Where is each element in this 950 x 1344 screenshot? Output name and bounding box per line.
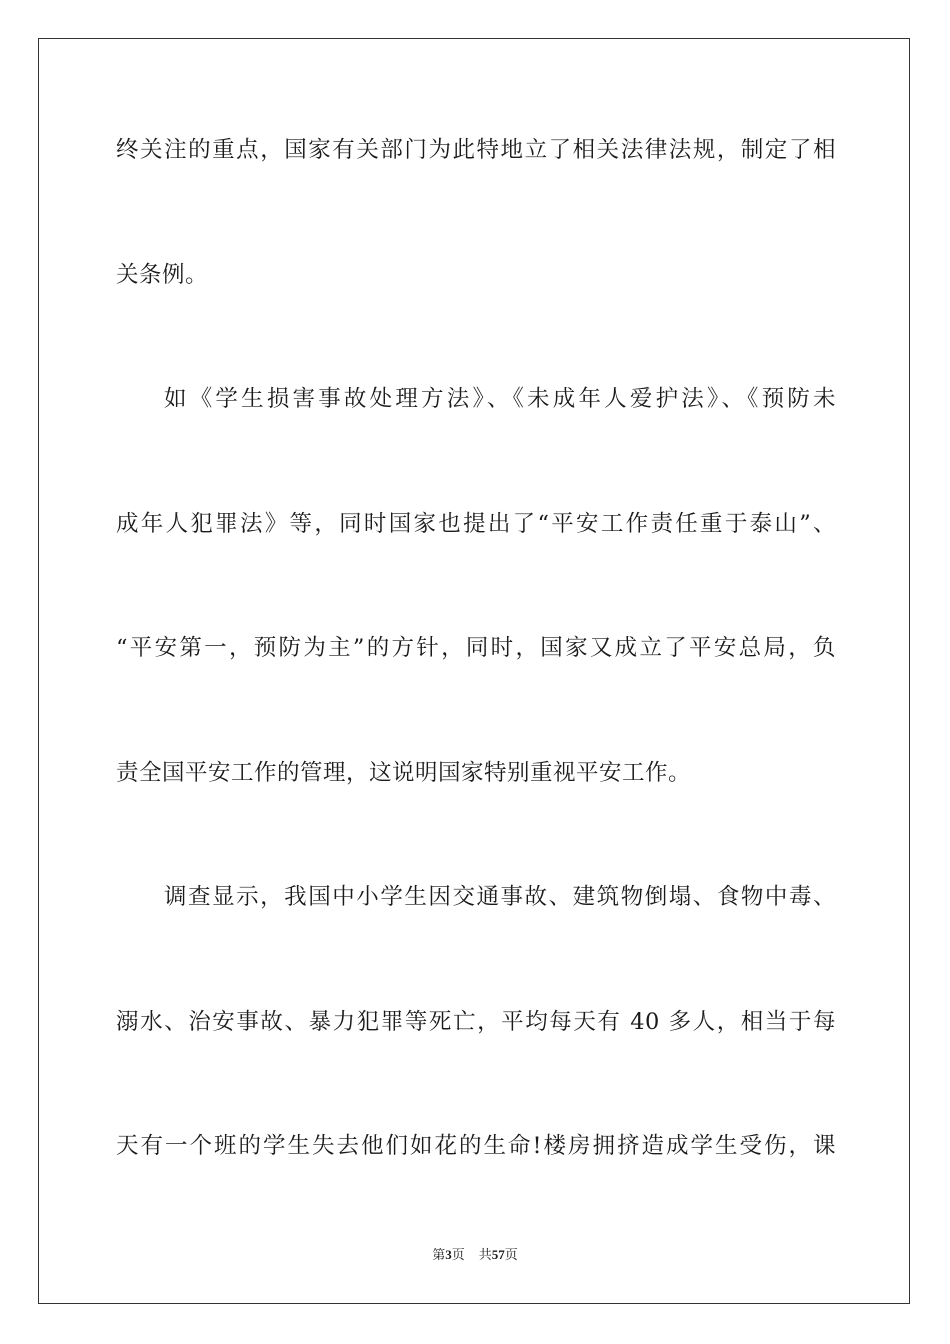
page-suffix: 页	[451, 1248, 465, 1263]
text-line-7: 调查显示，我国中小学生因交通事故、建筑物倒塌、食物中毒、	[164, 884, 836, 910]
text-line-4: 成年人犯罪法》等，同时国家也提出了“平安工作责任重于泰山”、	[116, 511, 836, 537]
page-prefix: 第	[432, 1248, 446, 1263]
total-prefix: 共	[478, 1248, 492, 1263]
text-line-1: 终关注的重点，国家有关部门为此特地立了相关法律法规，制定了相	[116, 137, 836, 163]
page-number: 3	[445, 1247, 452, 1262]
total-pages: 57	[491, 1247, 505, 1262]
text-line-9: 天有一个班的学生失去他们如花的生命!楼房拥挤造成学生受伤，课	[116, 1133, 836, 1159]
page-frame	[38, 38, 910, 1304]
text-line-2: 关条例。	[116, 262, 209, 288]
total-suffix: 页	[504, 1248, 518, 1263]
text-line-3: 如《学生损害事故处理方法》、《未成年人爱护法》、《预防未	[164, 386, 836, 412]
text-line-5: “平安第一，预防为主”的方针，同时，国家又成立了平安总局，负	[116, 635, 836, 661]
page-footer	[0, 1246, 950, 1265]
text-line-8: 溺水、治安事故、暴力犯罪等死亡，平均每天有 40 多人，相当于每	[116, 1009, 836, 1035]
text-line-6: 责全国平安工作的管理，这说明国家特别重视平安工作。	[116, 760, 692, 786]
